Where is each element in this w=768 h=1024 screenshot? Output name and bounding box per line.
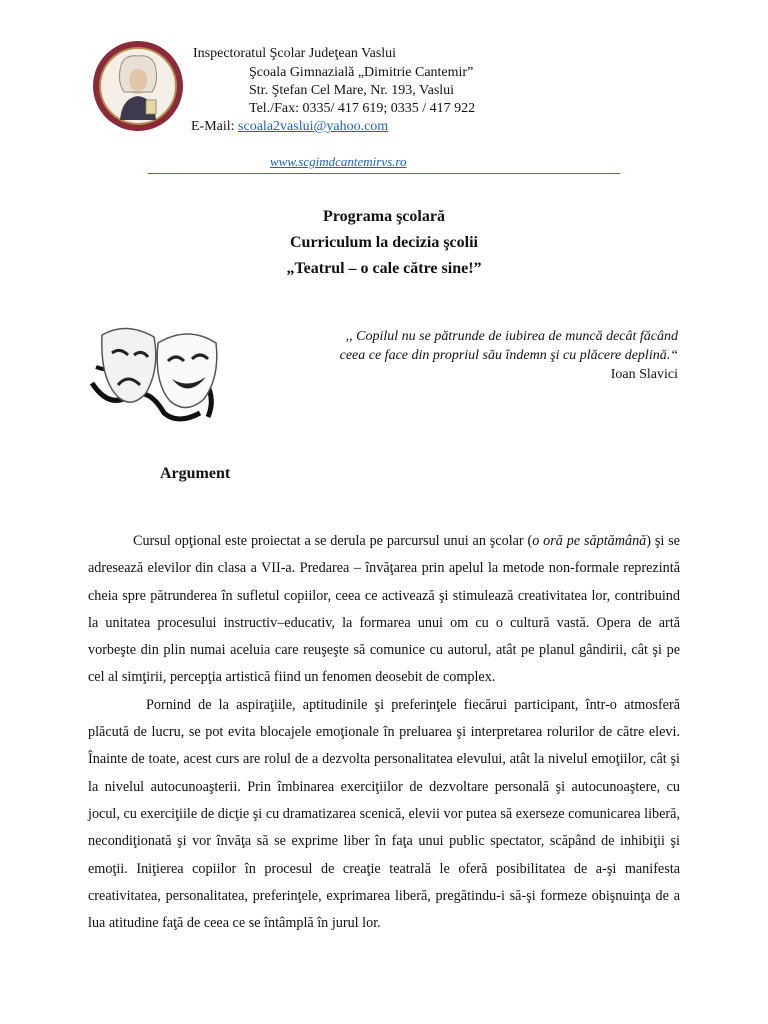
website-line bbox=[270, 153, 407, 171]
paragraph-1 bbox=[88, 528, 680, 692]
doc-title-line1: Programa şcolară bbox=[323, 208, 445, 225]
inspectorate-name: Inspectoratul Şcolar Judeţean Vaslui bbox=[193, 46, 397, 61]
paragraph-1-start: Cursul opţional este proiectat a se derula pe parcursul unui an şcolar ( bbox=[133, 533, 533, 549]
argument-body bbox=[88, 528, 680, 937]
section-heading: Argument bbox=[160, 465, 231, 482]
email-label: E-Mail: bbox=[191, 119, 239, 134]
email-link[interactable]: scoala2vaslui@yahoo.com bbox=[238, 119, 389, 134]
header-divider bbox=[148, 173, 620, 174]
school-address: Str. Ştefan Cel Mare, Nr. 193, Vaslui bbox=[249, 83, 455, 98]
email-line bbox=[191, 118, 388, 136]
school-name: Şcoala Gimnazială „Dimitrie Cantemir” bbox=[249, 65, 474, 80]
website-link[interactable]: www.scgimdcantemirvs.ro bbox=[270, 154, 407, 169]
quote-line2: ceea ce face din propriul său îndemn şi cu plăcere deplină.“ bbox=[339, 348, 678, 363]
quote-block bbox=[340, 327, 678, 384]
paragraph-1-rest: ) şi se adresează elevilor din clasa a VII-a. Predarea – învăţarea prin apelul la metode non-formale reprezintă cheia spre pătrunderea în sufletul copiilor, ceea ce activează şi stimulează creativitatea lor, contribuind la unitatea procesului instructiv–educativ, la formarea unui om cu o cultură vastă. Opera de artă vorbeşte din plin numai aceluia care reuşeşte să comunice cu autorul, atât pe planul gândirii, cât şi pe cel al simţirii, percepţia artistică fiind un fenomen deosebit de complex. bbox=[88, 533, 680, 686]
school-phone: Tel./Fax: 0335/ 417 619; 0335 / 417 922 bbox=[249, 101, 476, 116]
doc-title-line2: Curriculum la decizia şcolii bbox=[290, 234, 478, 251]
quote-author: Ioan Slavici bbox=[610, 367, 678, 382]
quote-line1: ,, Copilul nu se pătrunde de iubirea de muncă decât făcând bbox=[345, 329, 678, 344]
doc-title-line3: „Teatrul – o cale către sine!” bbox=[286, 260, 482, 277]
paragraph-2: Pornind de la aspiraţiile, aptitudinile şi preferinţele fiecărui participant, într-o atmosferă plăcută de lucru, se pot evita blocajele emoţionale în preluarea şi interpretarea rolurilor de către elevi. Înainte de toate, acest curs are rolul de a dezvolta personalitatea elevului, atât la nivelul emoţiilor, cât şi la nivelul autocunoaşterii. Prin îmbinarea exerciţiilor de dezvoltare personală şi autocunoaştere, cu jocul, cu exerciţiile de dicţie şi cu dramatizarea scenică, elevii vor putea să exerseze comunicarea liberă, necondiţionată şi vor învăţa să se exprime liber în faţa unui public spectator, scăpând de inhibiţii şi emoţii. Iniţierea copiilor în procesul de creaţie teatrală le oferă posibilitatea de a-şi manifesta creativitatea, personalitatea, preferinţele, exprimarea liberă, pregătindu-i să-şi formeze obişnuinţa de a lua atitudine faţă de ceea ce se întâmplă în jurul lor. bbox=[88, 696, 680, 932]
theatre-masks-icon bbox=[88, 313, 226, 425]
paragraph-1-emphasis: o oră pe săptămână bbox=[532, 533, 647, 549]
school-seal-icon bbox=[92, 40, 184, 132]
